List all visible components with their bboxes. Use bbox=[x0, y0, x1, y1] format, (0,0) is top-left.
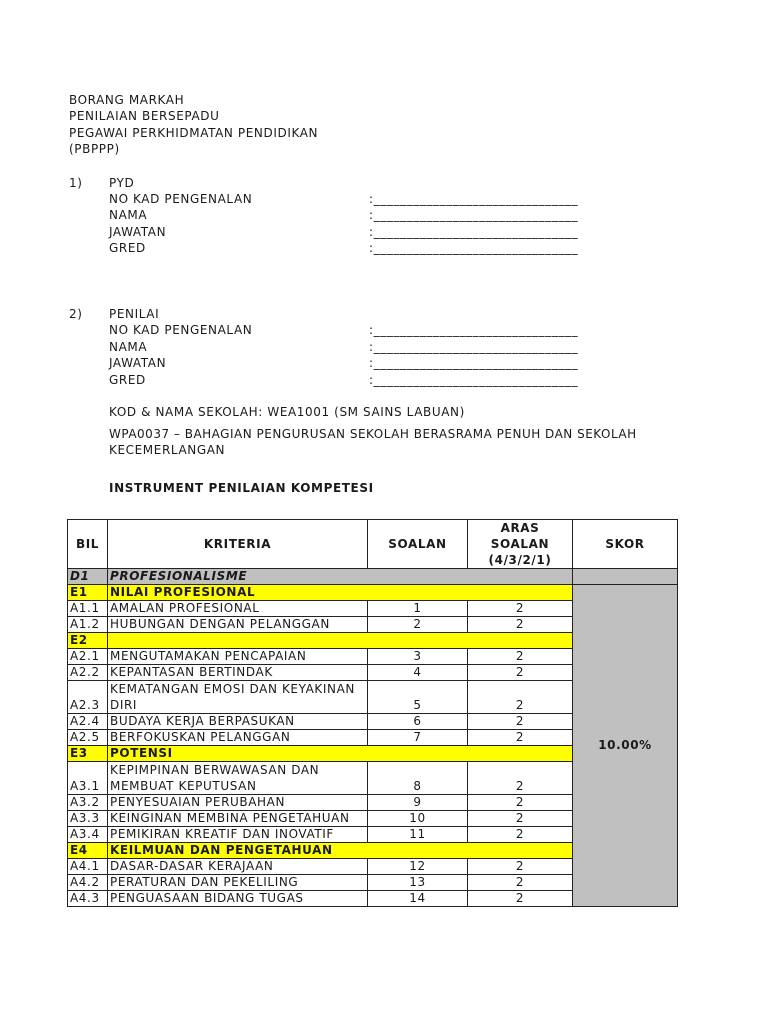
row-kriteria bbox=[108, 633, 573, 649]
row-soalan: 11 bbox=[368, 827, 468, 843]
row-kriteria: KEPANTASAN BERTINDAK bbox=[108, 665, 368, 681]
row-aras: 2 bbox=[468, 681, 573, 714]
header-skor: SKOR bbox=[573, 520, 678, 569]
section-skor-blank bbox=[573, 569, 678, 585]
form-subtitle: PENILAIAN BERSEPADU bbox=[69, 109, 220, 123]
row-soalan: 2 bbox=[368, 617, 468, 633]
pyd-name-field[interactable]: :_______________________________ bbox=[369, 208, 579, 222]
row-soalan: 5 bbox=[368, 681, 468, 714]
row-kriteria: PROFESIONALISME bbox=[108, 569, 573, 585]
pyd-ic-field[interactable]: :_______________________________ bbox=[369, 192, 579, 206]
row-aras: 2 bbox=[468, 762, 573, 795]
header-aras-line-2: SOALAN bbox=[490, 537, 550, 551]
header-soalan: SOALAN bbox=[368, 520, 468, 569]
row-soalan: 14 bbox=[368, 891, 468, 907]
penilai-ic-field[interactable]: :_______________________________ bbox=[369, 323, 579, 337]
pyd-ic-label: NO KAD PENGENALAN bbox=[109, 192, 253, 206]
row-bil: D1 bbox=[68, 569, 108, 585]
row-kriteria: KEPIMPINAN BERWAWASAN DAN MEMBUAT KEPUTUSAN bbox=[108, 762, 368, 795]
form-subtitle-2: PEGAWAI PERKHIDMATAN PENDIDIKAN bbox=[69, 126, 319, 140]
row-soalan: 6 bbox=[368, 714, 468, 730]
pyd-position-label: JAWATAN bbox=[109, 225, 167, 239]
row-bil: A2.5 bbox=[68, 730, 108, 746]
row-soalan: 4 bbox=[368, 665, 468, 681]
row-bil: A3.1 bbox=[68, 762, 108, 795]
penilai-name-field[interactable]: :_______________________________ bbox=[369, 340, 579, 354]
penilai-position-label: JAWATAN bbox=[109, 356, 167, 370]
row-bil: A4.2 bbox=[68, 875, 108, 891]
pyd-title: PYD bbox=[109, 176, 135, 190]
division-line-1: WPA0037 – BAHAGIAN PENGURUSAN SEKOLAH BERASRAMA PENUH DAN SEKOLAH bbox=[109, 427, 637, 441]
row-aras: 2 bbox=[468, 649, 573, 665]
row-soalan: 8 bbox=[368, 762, 468, 795]
header-aras-line-1: ARAS bbox=[500, 521, 540, 535]
row-aras: 2 bbox=[468, 617, 573, 633]
row-soalan: 3 bbox=[368, 649, 468, 665]
row-kriteria: DASAR-DASAR KERAJAAN bbox=[108, 859, 368, 875]
pyd-grade-label: GRED bbox=[109, 241, 146, 255]
form-subtitle-3: (PBPPP) bbox=[69, 142, 120, 156]
row-kriteria: PENGUASAAN BIDANG TUGAS bbox=[108, 891, 368, 907]
school-code: KOD & NAMA SEKOLAH: WEA1001 (SM SAINS LABUAN) bbox=[109, 405, 465, 419]
row-bil: A3.2 bbox=[68, 795, 108, 811]
row-soalan: 1 bbox=[368, 601, 468, 617]
row-soalan: 9 bbox=[368, 795, 468, 811]
row-kriteria: POTENSI bbox=[108, 746, 573, 762]
row-bil: A3.4 bbox=[68, 827, 108, 843]
row-aras: 2 bbox=[468, 714, 573, 730]
row-kriteria: KEILMUAN DAN PENGETAHUAN bbox=[108, 843, 573, 859]
row-soalan: 13 bbox=[368, 875, 468, 891]
header-aras bbox=[468, 520, 573, 569]
row-bil: E1 bbox=[68, 585, 108, 601]
row-aras: 2 bbox=[468, 875, 573, 891]
header-kriteria: KRITERIA bbox=[108, 520, 368, 569]
table-row bbox=[68, 585, 678, 601]
header-bil: BIL bbox=[68, 520, 108, 569]
row-aras: 2 bbox=[468, 665, 573, 681]
row-kriteria: HUBUNGAN DENGAN PELANGGAN bbox=[108, 617, 368, 633]
penilai-grade-label: GRED bbox=[109, 373, 146, 387]
skor-value: 10.00% bbox=[573, 585, 678, 907]
instrument-title: INSTRUMENT PENILAIAN KOMPETESI bbox=[109, 481, 374, 495]
pyd-number: 1) bbox=[69, 176, 83, 190]
row-kriteria: BUDAYA KERJA BERPASUKAN bbox=[108, 714, 368, 730]
row-kriteria: AMALAN PROFESIONAL bbox=[108, 601, 368, 617]
division-line-2: KECEMERLANGAN bbox=[109, 443, 226, 457]
row-aras: 2 bbox=[468, 859, 573, 875]
row-soalan: 12 bbox=[368, 859, 468, 875]
pyd-grade-field[interactable]: :_______________________________ bbox=[369, 241, 579, 255]
competency-table bbox=[67, 519, 678, 907]
row-bil: A2.4 bbox=[68, 714, 108, 730]
row-bil: A1.1 bbox=[68, 601, 108, 617]
pyd-position-field[interactable]: :_______________________________ bbox=[369, 225, 579, 239]
row-aras: 2 bbox=[468, 891, 573, 907]
header-aras-line-3: (4/3/2/1) bbox=[488, 553, 552, 567]
row-kriteria: BERFOKUSKAN PELANGGAN bbox=[108, 730, 368, 746]
row-soalan: 7 bbox=[368, 730, 468, 746]
row-kriteria: KEINGINAN MEMBINA PENGETAHUAN bbox=[108, 811, 368, 827]
penilai-number: 2) bbox=[69, 307, 83, 321]
row-aras: 2 bbox=[468, 827, 573, 843]
row-bil: A2.1 bbox=[68, 649, 108, 665]
pyd-name-label: NAMA bbox=[109, 208, 148, 222]
row-bil: A2.3 bbox=[68, 681, 108, 714]
penilai-title: PENILAI bbox=[109, 307, 160, 321]
row-aras: 2 bbox=[468, 730, 573, 746]
table-header-row bbox=[68, 520, 678, 569]
row-kriteria: PERATURAN DAN PEKELILING bbox=[108, 875, 368, 891]
row-bil: A4.1 bbox=[68, 859, 108, 875]
row-soalan: 10 bbox=[368, 811, 468, 827]
penilai-name-label: NAMA bbox=[109, 340, 148, 354]
row-aras: 2 bbox=[468, 795, 573, 811]
row-bil: E3 bbox=[68, 746, 108, 762]
row-bil: E2 bbox=[68, 633, 108, 649]
row-bil: A3.3 bbox=[68, 811, 108, 827]
penilai-grade-field[interactable]: :_______________________________ bbox=[369, 373, 579, 387]
row-bil: A1.2 bbox=[68, 617, 108, 633]
penilai-ic-label: NO KAD PENGENALAN bbox=[109, 323, 253, 337]
row-aras: 2 bbox=[468, 601, 573, 617]
row-bil: A4.3 bbox=[68, 891, 108, 907]
table-row bbox=[68, 569, 678, 585]
row-kriteria: NILAI PROFESIONAL bbox=[108, 585, 573, 601]
row-kriteria: KEMATANGAN EMOSI DAN KEYAKINAN DIRI bbox=[108, 681, 368, 714]
form-title: BORANG MARKAH bbox=[69, 93, 185, 107]
row-kriteria: PENYESUAIAN PERUBAHAN bbox=[108, 795, 368, 811]
row-aras: 2 bbox=[468, 811, 573, 827]
row-kriteria: PEMIKIRAN KREATIF DAN INOVATIF bbox=[108, 827, 368, 843]
row-bil: E4 bbox=[68, 843, 108, 859]
row-bil: A2.2 bbox=[68, 665, 108, 681]
penilai-position-field[interactable]: :_______________________________ bbox=[369, 356, 579, 370]
row-kriteria: MENGUTAMAKAN PENCAPAIAN bbox=[108, 649, 368, 665]
